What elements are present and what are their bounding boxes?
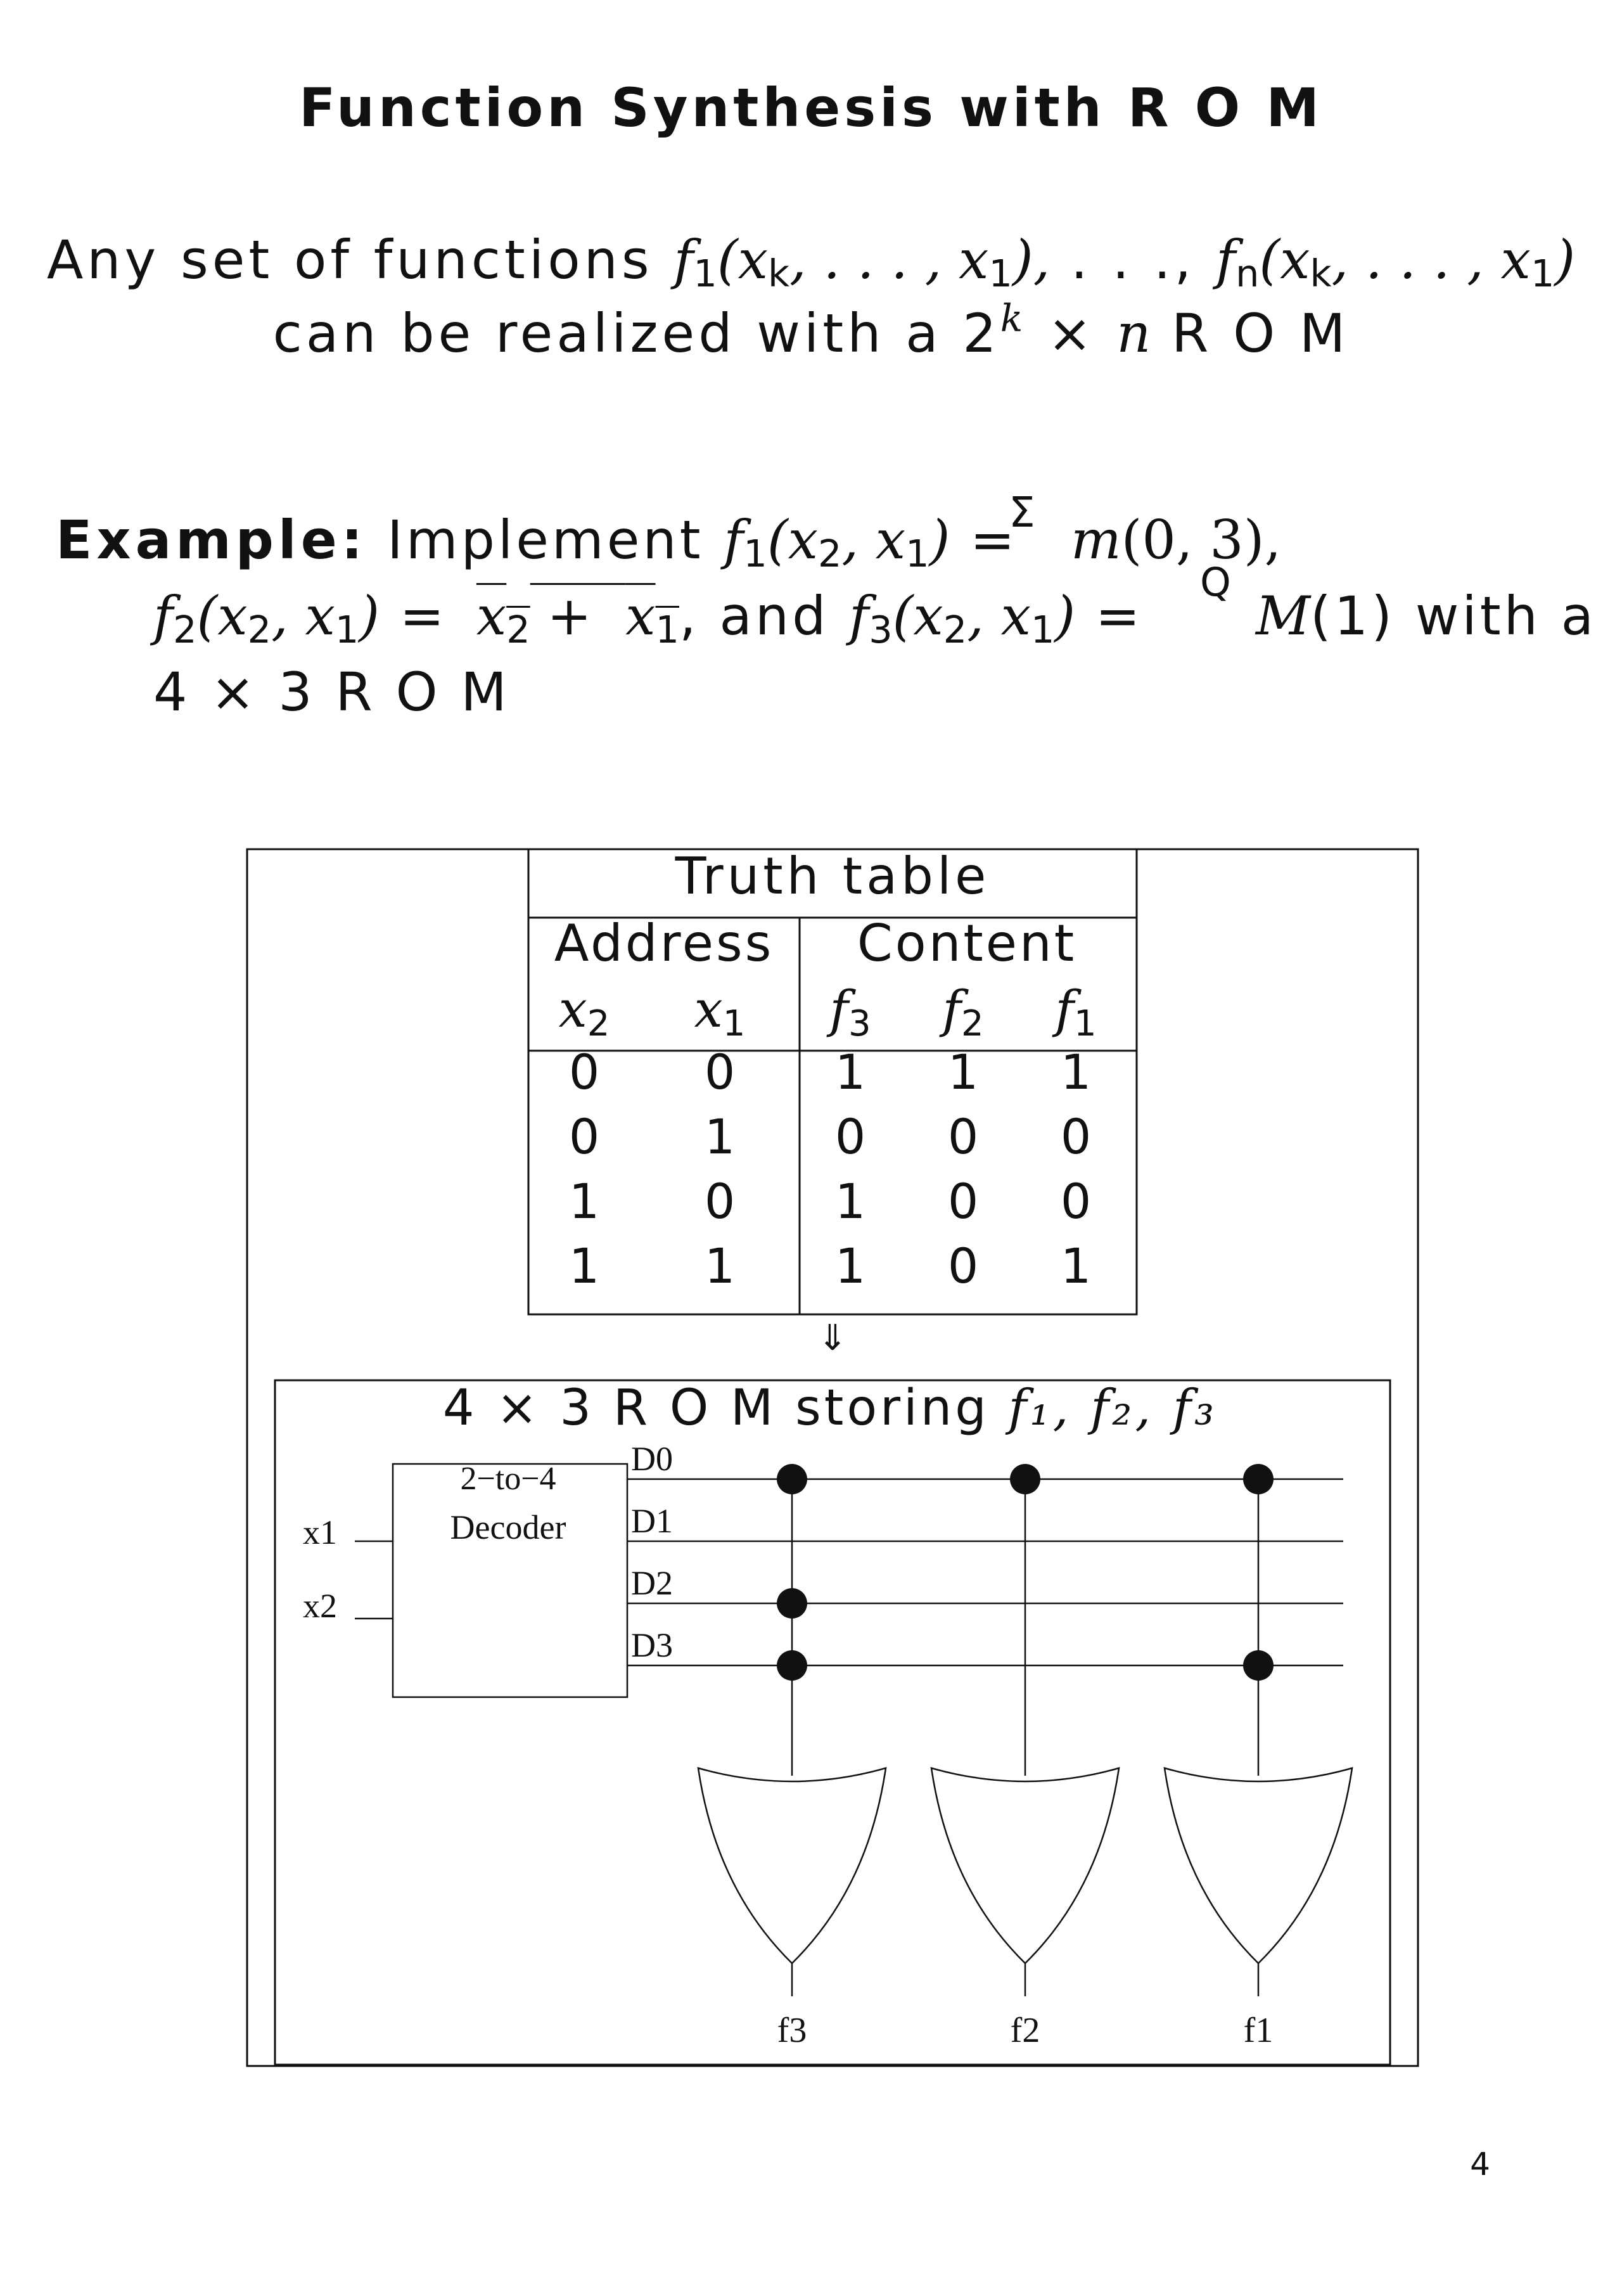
column-header-f1: f1 xyxy=(1055,980,1097,1044)
input-x1-label: x1 xyxy=(303,1513,337,1551)
table-cell-r3-c4: 1 xyxy=(1060,1238,1092,1294)
rom-box xyxy=(275,1380,1390,2065)
output-f3-label: f3 xyxy=(777,2011,807,2050)
pi-symbol: Q xyxy=(1200,559,1231,605)
output-f2-label: f2 xyxy=(1010,2011,1040,2050)
connection-dot-f2-D0 xyxy=(1010,1464,1040,1494)
sigma-symbol: Σ xyxy=(1009,488,1035,537)
table-cell-r1-c1: 1 xyxy=(704,1108,736,1165)
table-cell-r1-c4: 0 xyxy=(1060,1108,1092,1165)
column-header-x1: x1 xyxy=(694,980,746,1044)
table-cell-r0-c1: 0 xyxy=(704,1044,736,1100)
example-label: Example: xyxy=(56,509,367,571)
decoder-output-D0-label: D0 xyxy=(631,1440,673,1478)
decoder-label-1: 2−to−4 xyxy=(460,1461,556,1497)
example-minterms: m(0, 3), xyxy=(1071,509,1282,571)
column-header-x2: x2 xyxy=(558,980,610,1044)
table-cell-r3-c0: 1 xyxy=(568,1238,600,1294)
example-line-3: 4 × 3 R O M xyxy=(153,661,510,723)
example-line-2: $f_2(x_2$, $x_1) = x_2 + x_1$, and $f_3(x_2$, $x_1$) = xyxy=(153,585,1144,651)
column-header-f3: f3 xyxy=(829,980,871,1044)
page-number: 4 xyxy=(1470,2146,1490,2183)
down-arrow: ⇓ xyxy=(817,1318,848,1359)
input-x2-label: x2 xyxy=(303,1587,337,1625)
page-title: Function Synthesis with R O M xyxy=(298,77,1324,139)
statement-line-2: can be realized with a $2^k \times n$ R O M xyxy=(272,296,1350,364)
connection-dot-f1-D0 xyxy=(1243,1464,1274,1494)
decoder-label-2: Decoder xyxy=(450,1508,566,1546)
truth-table-title: Truth table xyxy=(675,847,990,906)
decoder-block xyxy=(393,1464,627,1697)
or-gate-f3 xyxy=(698,1768,886,1963)
table-cell-r0-c2: 1 xyxy=(834,1044,866,1100)
table-cell-r2-c4: 0 xyxy=(1060,1173,1092,1229)
statement-line-1: Any set of functions $f_1(x_k$, . . . , $x_1$), . . ., $f_n(x_k$, . . . , $x_1$) xyxy=(46,229,1576,295)
table-cell-r1-c0: 0 xyxy=(568,1108,600,1165)
connection-dot-f1-D3 xyxy=(1243,1650,1274,1681)
decoder-output-D2-label: D2 xyxy=(631,1564,673,1602)
or-gate-f1 xyxy=(1165,1768,1352,1963)
address-header: Address xyxy=(554,914,774,973)
decoder-output-D3-label: D3 xyxy=(631,1626,673,1664)
connection-dot-f3-D2 xyxy=(777,1588,807,1619)
example-maxterm: M(1) with a xyxy=(1256,585,1597,647)
table-cell-r3-c2: 1 xyxy=(834,1238,866,1294)
table-cell-r1-c3: 0 xyxy=(947,1108,979,1165)
content-header: Content xyxy=(857,914,1077,973)
table-cell-r2-c0: 1 xyxy=(568,1173,600,1229)
table-cell-r3-c1: 1 xyxy=(704,1238,736,1294)
output-f1-label: f1 xyxy=(1243,2011,1274,2050)
decoder-output-D1-label: D1 xyxy=(631,1502,673,1540)
connection-dot-f3-D3 xyxy=(777,1650,807,1681)
table-cell-r0-c0: 0 xyxy=(568,1044,600,1100)
table-cell-r2-c2: 1 xyxy=(834,1173,866,1229)
or-gate-f2 xyxy=(931,1768,1119,1963)
table-cell-r2-c3: 0 xyxy=(947,1173,979,1229)
table-cell-r1-c2: 0 xyxy=(834,1108,866,1165)
example-line-1: Example: Implement $f_1(x_2$, $x_1$) = xyxy=(56,509,1018,575)
table-cell-r0-c3: 1 xyxy=(947,1044,979,1100)
table-cell-r2-c1: 0 xyxy=(704,1173,736,1229)
table-cell-r0-c4: 1 xyxy=(1060,1044,1092,1100)
connection-dot-f3-D0 xyxy=(777,1464,807,1494)
rom-caption: 4 × 3 R O M storing f₁, f₂, f₃ xyxy=(442,1380,1218,1437)
table-cell-r3-c3: 0 xyxy=(947,1238,979,1294)
column-header-f2: f2 xyxy=(942,980,984,1044)
